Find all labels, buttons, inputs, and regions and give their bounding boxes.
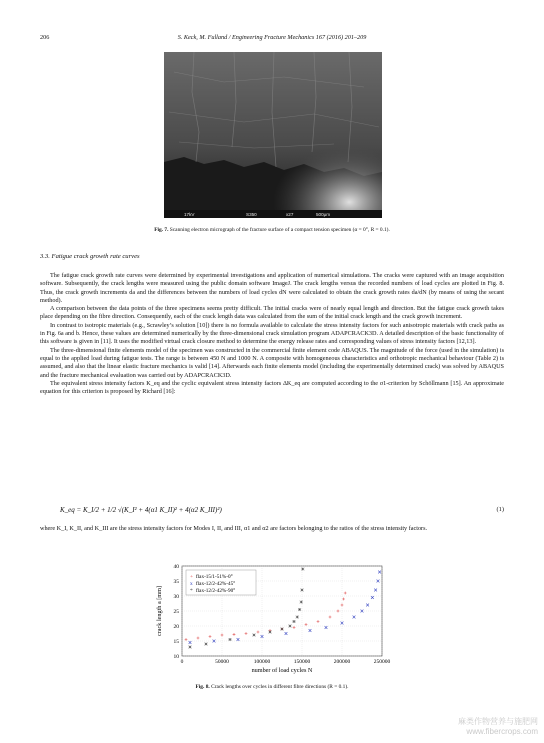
- x-tick-label: 0: [180, 659, 184, 665]
- post-equation-text: [40, 525, 504, 533]
- data-point: [301, 568, 304, 571]
- legend-entry: flax-12/2-42%-45°: [196, 581, 236, 587]
- data-point: [293, 620, 296, 623]
- data-point: [301, 589, 304, 592]
- y-tick-label: 10: [173, 654, 179, 660]
- page-header: [40, 34, 504, 44]
- y-tick-label: 20: [173, 624, 179, 630]
- legend-marker: x: [190, 581, 193, 587]
- crack-length-plot: [152, 560, 402, 680]
- y-tick-label: 15: [173, 639, 179, 645]
- equation-1: [60, 500, 504, 522]
- paragraph: where K_I, K_II, and K_III are the stress intensity factors for Modes I, II, and III, α1 and α2 are factors belonging to the ratios of the stress intensity factors.: [40, 525, 428, 532]
- legend-marker: *: [190, 588, 193, 594]
- x-tick-label: 250000: [373, 659, 391, 665]
- paragraph: In contrast to isotropic materials (e.g., Scrawley’s solution [10]) there is no formula available to calculate the stress intensity factors for such anisotropic materials with crack paths as in Fig. 6a and b. Hence, these values are determined numerically by the three-dimensional crack simulation program ADAPCRACK3D. A detailed description of the basic functionality of this software is given in [11]. It uses the modified virtual crack closure method to determine the energy release rates and corresponding values of stress intensity factors [12,13].: [40, 321, 504, 346]
- y-tick-label: 25: [173, 609, 179, 615]
- legend-entry: flax-15/1-51%-0°: [196, 574, 233, 580]
- running-title: S. Keck, M. Fulland / Engineering Fracture Mechanics 167 (2016) 201–209: [177, 34, 367, 41]
- x-tick-label: 50000: [215, 659, 229, 665]
- page-number: 206: [40, 34, 50, 41]
- sem-scale-bar: 17kV S350 x27 500μm: [164, 210, 382, 218]
- figure7-caption: Fig. 7. Scanning electron micrograph of the fracture surface of a compact tension specimen (α = 0°, R = 0.1).: [154, 227, 390, 233]
- data-point: [229, 638, 232, 641]
- section-heading: 3.3. Fatigue crack growth rate curves: [40, 253, 140, 260]
- paragraph: The equivalent stress intensity factors K_eq and the cyclic equivalent stress intensity factors ΔK_eq are computed according to the σ1-criterion by Schöllmann [15]. An approximate equation for this criterion is proposed by Richard [16]:: [40, 379, 504, 396]
- paragraph: The three-dimensional finite elements model of the specimen was constructed in the commercial finite element code ABAQUS. The magnitude of the force (used in the simulation) is equal to the applied load during fatigue tests. The range is between 450 N and 1000 N. A composite with homogeneous characteristics and orthotropic mechanical behaviour (Table 2) is assumed, and also that the linear elastic fracture mechanics is valid [14]. Afterwards each finite elements model (including the experimentally determined crack) was solved by ABAQUS and the fracture mechanical evaluation was carried out by ADAPCRACK3D.: [40, 346, 504, 379]
- data-point: [289, 625, 292, 628]
- legend-entry: flax-12/2-42%-90°: [196, 588, 236, 594]
- data-point: [300, 601, 303, 604]
- paragraph: A comparison between the data points of the three specimens seems pretty difficult. The initial cracks were of nearly equal length and direction. But the fatigue crack growth takes place depending on the fibre direction. Consequently, each of the crack length data was calculated from the sum of the initial crack length and the crack growth increment.: [40, 305, 504, 321]
- legend-marker: +: [190, 574, 194, 580]
- data-point: [281, 628, 284, 631]
- data-point: [269, 631, 272, 634]
- data-point: [189, 646, 192, 649]
- data-point: [296, 616, 299, 619]
- watermark: 麻类作物营养与施肥网 www.fibercrops.com: [458, 717, 538, 736]
- data-point: [253, 634, 256, 637]
- equation-text: K_eq = K_I/2 + 1/2 √(K_I² + 4(α1 K_II)² + 4(α2 K_III)²): [60, 506, 222, 514]
- y-tick-label: 35: [173, 579, 179, 585]
- x-tick-label: 150000: [293, 659, 311, 665]
- y-tick-label: 30: [173, 594, 179, 600]
- data-point: [205, 643, 208, 646]
- body-text: [40, 272, 504, 396]
- figure8-chart: [152, 560, 402, 680]
- y-tick-label: 40: [173, 564, 179, 570]
- x-tick-label: 200000: [333, 659, 351, 665]
- x-tick-label: 100000: [253, 659, 271, 665]
- sem-micrograph: [164, 52, 382, 218]
- x-axis-label: number of load cycles N: [251, 667, 313, 674]
- equation-number: (1): [496, 506, 504, 513]
- paragraph: The fatigue crack growth rate curves were determined by experimental investigations and application of numerical simulations. The cracks were captured with an image acquisition software. Subsequently, the crack lengths were measured using the public domain software ImageJ. The crack lengths versus the recorded numbers of load cycles are plotted in Fig. 8. Thus, the crack growth increments da and the differences between the numbers of load cycles dN were calculated to obtain the crack growth rates da/dN (by means of using the secant method).: [40, 272, 504, 304]
- fracture-surface-image: [164, 52, 382, 210]
- data-point: [298, 608, 301, 611]
- y-axis-label: crack length a [mm]: [156, 586, 163, 636]
- figure8-caption: Fig. 8. Crack lengths over cycles in different fibre directions (R = 0.1).: [195, 684, 349, 690]
